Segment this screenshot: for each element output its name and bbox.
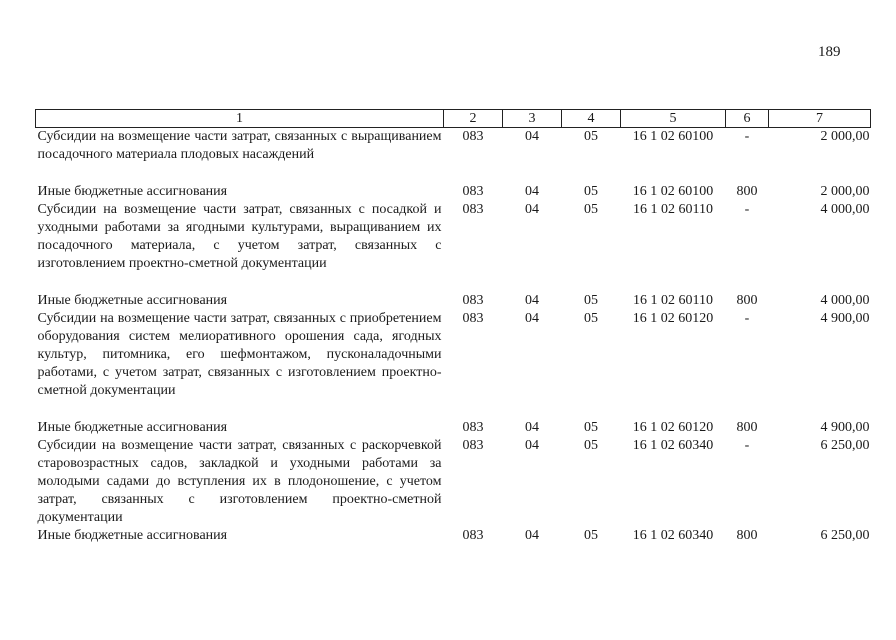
- table-row: [36, 128, 871, 184]
- row-csr: 16 1 02 60120: [632, 311, 714, 326]
- row-rz: 04: [525, 528, 539, 543]
- row-pr: 05: [584, 420, 598, 435]
- row-rz: 04: [525, 202, 539, 217]
- row-csr: 16 1 02 60110: [633, 202, 713, 217]
- row-rz: 04: [525, 438, 539, 453]
- row-csr: 16 1 02 60110: [633, 293, 713, 308]
- budget-table: [35, 109, 871, 545]
- row-grbs: 083: [462, 311, 484, 326]
- row-name: Иные бюджетные ассигнования: [37, 293, 228, 308]
- table-row: [36, 527, 871, 545]
- table-row: [36, 437, 871, 527]
- header-row: [36, 110, 871, 128]
- row-csr: 16 1 02 60120: [632, 420, 714, 435]
- row-vr: -: [744, 311, 750, 326]
- row-grbs: 083: [462, 129, 484, 144]
- table-row: [36, 292, 871, 310]
- row-rz: 04: [525, 311, 539, 326]
- column-header: 6: [726, 110, 769, 128]
- row-grbs: 083: [462, 293, 484, 308]
- row-name: Иные бюджетные ассигнования: [37, 184, 228, 199]
- row-name: Иные бюджетные ассигнования: [37, 528, 228, 543]
- row-amount: 4 900,00: [820, 311, 870, 326]
- row-name: Субсидии на возмещение части затрат, связанных с раскорчевкой старовозрастных садов, закладкой и уходными работами за молодыми садами до вступления их в плодоношение, с учетом затрат, связанных с изготовлением проектно-сметной документации: [37, 438, 442, 525]
- row-grbs: 083: [462, 202, 484, 217]
- row-name: Иные бюджетные ассигнования: [37, 420, 228, 435]
- row-name: Субсидии на возмещение части затрат, связанных с приобретением оборудования систем мелиоративного орошения сада, ягодных культур, питомника, его шефмонтажом, пусконаладочными работами, с учетом затрат, связанных с изготовлением проектно-сметной документации: [37, 311, 442, 398]
- column-header: 2: [444, 110, 503, 128]
- row-vr: 800: [736, 293, 758, 308]
- row-amount: 4 000,00: [820, 293, 870, 308]
- row-pr: 05: [584, 438, 598, 453]
- row-rz: 04: [525, 293, 539, 308]
- row-name: Субсидии на возмещение части затрат, связанных с посадкой и уходными работами за ягодными культурами, выращиванием их посадочного материала, с учетом затрат, связанных с изготовлением проектно-сметной документации: [37, 202, 442, 271]
- row-grbs: 083: [462, 420, 484, 435]
- column-header: 7: [769, 110, 871, 128]
- row-grbs: 083: [462, 184, 484, 199]
- table-row: [36, 183, 871, 201]
- row-csr: 16 1 02 60100: [632, 129, 714, 144]
- column-header: 3: [503, 110, 562, 128]
- row-vr: 800: [736, 528, 758, 543]
- row-amount: 2 000,00: [820, 184, 870, 199]
- table-row: [36, 419, 871, 437]
- row-amount: 6 250,00: [820, 528, 870, 543]
- row-vr: 800: [736, 184, 758, 199]
- row-pr: 05: [584, 311, 598, 326]
- column-header: 4: [562, 110, 621, 128]
- row-rz: 04: [525, 184, 539, 199]
- row-csr: 16 1 02 60340: [632, 438, 714, 453]
- row-csr: 16 1 02 60100: [632, 184, 714, 199]
- row-rz: 04: [525, 129, 539, 144]
- row-pr: 05: [584, 129, 598, 144]
- table-row: [36, 201, 871, 292]
- row-grbs: 083: [462, 528, 484, 543]
- column-header: 1: [36, 110, 444, 128]
- row-amount: 4 000,00: [820, 202, 870, 217]
- page-number: 189: [818, 44, 841, 60]
- row-vr: -: [744, 438, 750, 453]
- table-row: [36, 310, 871, 419]
- row-pr: 05: [584, 293, 598, 308]
- row-pr: 05: [584, 528, 598, 543]
- table-header: [36, 110, 871, 128]
- row-amount: 6 250,00: [820, 438, 870, 453]
- row-rz: 04: [525, 420, 539, 435]
- table-body: [36, 128, 871, 546]
- row-vr: -: [744, 202, 750, 217]
- row-csr: 16 1 02 60340: [632, 528, 714, 543]
- column-header: 5: [621, 110, 726, 128]
- row-pr: 05: [584, 202, 598, 217]
- row-vr: -: [744, 129, 750, 144]
- row-grbs: 083: [462, 438, 484, 453]
- row-vr: 800: [736, 420, 758, 435]
- row-name: Субсидии на возмещение части затрат, связанных с выращиванием посадочного материала плодовых насаждений: [37, 129, 442, 162]
- row-pr: 05: [584, 184, 598, 199]
- row-amount: 4 900,00: [820, 420, 870, 435]
- row-amount: 2 000,00: [820, 129, 870, 144]
